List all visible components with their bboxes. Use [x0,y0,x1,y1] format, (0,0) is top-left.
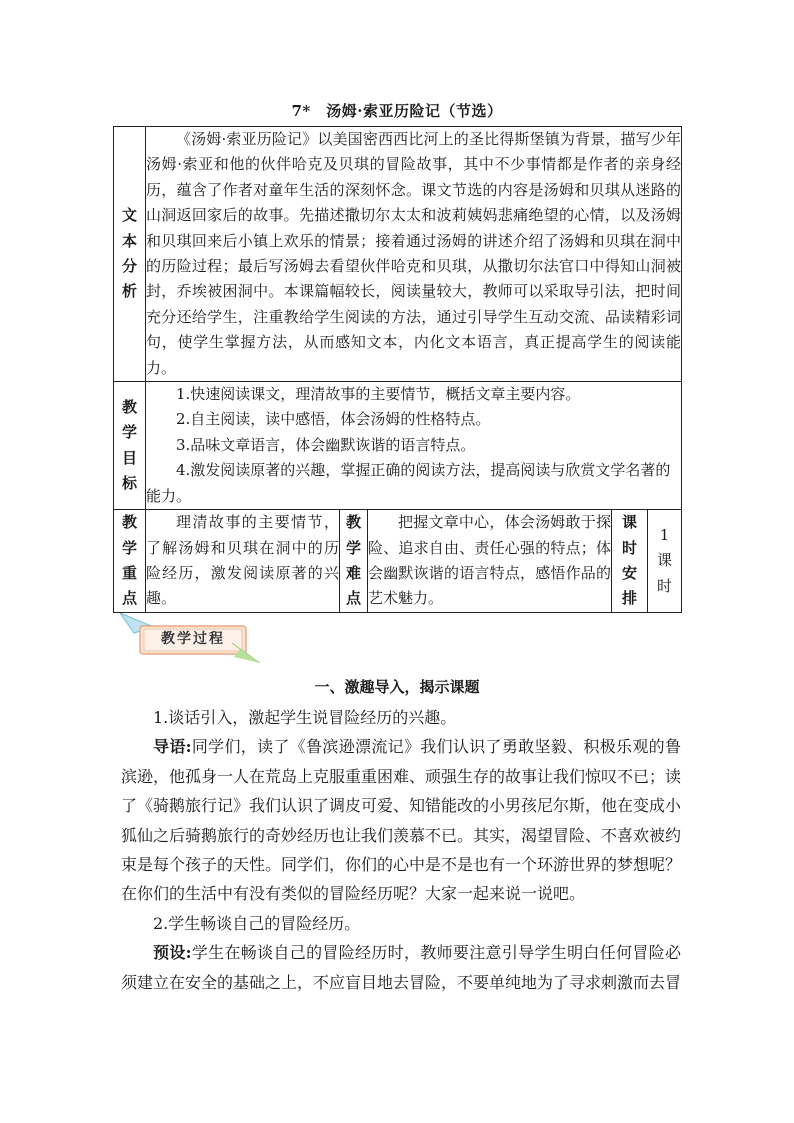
preset-text: 学生在畅谈自己的冒险经历时，教师要注意引导学生明白任何冒险必须建立在安全的基础之上，不应盲目地去冒险，不要单纯地为了寻求刺激而去冒 [121,943,682,992]
goal-item: 2.自主阅读，读中感悟，体会汤姆的性格特点。 [176,410,491,429]
key-difficulty-row [114,510,682,613]
key-label: 教 学 重 点 [114,510,146,613]
difficulty-label: 教 学 难 点 [340,510,368,613]
analysis-text: 《汤姆·索亚历险记》以美国密西西比河上的圣比得斯堡镇为背景，描写少年汤姆·索亚和他的伙伴哈克及贝琪的冒险故事，其中不少事情都是作者的亲身经历，蕴含了作者对童年生活的深刻怀念。课文节选的内容是汤姆和贝琪从迷路的山洞返回家后的故事。先描述撒切尔太太和波莉姨妈悲痛绝望的心情，以及汤姆和贝琪回来后小镇上欢乐的情景；接着通过汤姆的讲述介绍了汤姆和贝琪在洞中的历险过程；最后写汤姆去看望伙伴哈克和贝琪，从撒切尔法官口中得知山洞被封，乔埃被困洞中。本课篇幅较长，阅读量较大，教师可以采取导引法，把时间充分还给学生，注重教给学生阅读的方法，通过引导学生互动交流、品读精彩词句，使学生掌握方法，从而感知文本，内化文本语言，真正提高学生的阅读能力。 [146,130,682,377]
lesson-plan-table [113,126,682,613]
goal-item: 1.快速阅读课文，理清故事的主要情节，概括文章主要内容。 [176,385,581,404]
section-body [121,703,681,997]
preset-label: 预设: [153,943,192,963]
intro-label: 导语: [153,737,192,757]
lesson-title: 7* 汤姆·索亚历险记（节选） [291,102,503,120]
intro-text: 同学们，读了《鲁滨逊漂流记》我们认识了勇敢坚毅、积极乐观的鲁滨逊，他孤身一人在荒岛上克服重重困难、顽强生存的故事让我们惊叹不已；读了《骑鹅旅行记》我们认识了调皮可爱、知错能改的小男孩尼尔斯，他在变成小狐仙之后骑鹅旅行的奇妙经历也让我们羡慕不已。其实，渴望冒险、不喜欢被约束是每个孩子的天性。同学们，你们的心中是不是也有一个环游世界的梦想呢？在你们的生活中有没有类似的冒险经历呢？大家一起来说一说吧。 [121,737,682,904]
schedule-value: 1 课 时 [648,510,682,613]
schedule-label: 课 时 安 排 [612,510,648,613]
key-text: 理清故事的主要情节，了解汤姆和贝琪在洞中的历险经历，激发阅读原著的兴趣。 [146,513,339,608]
goal-item: 4.激发阅读原著的兴趣，掌握正确的阅读方法，提高阅读与欣赏文学名著的能力。 [146,461,671,505]
goal-item: 3.品味文章语言，体会幽默诙谐的语言特点。 [176,435,476,454]
intro-paragraph [121,732,681,908]
preset-paragraph [121,938,681,997]
section-heading: 一、激趣导入，揭示课题 [314,678,480,696]
analysis-label: 文 本 分 析 [114,127,146,382]
step-1: 1.谈话引入，激起学生说冒险经历的兴趣。 [153,708,457,727]
goals-row [114,382,682,510]
goals-label: 教 学 目 标 [114,382,146,510]
analysis-row [114,127,682,382]
difficulty-text: 把握文章中心，体会汤姆敢于探险、追求自由、责任心强的特点；体会幽默诙谐的语言特点，感悟作品的艺术魅力。 [368,513,611,608]
step-2: 2.学生畅谈自己的冒险经历。 [153,913,361,933]
teaching-process-badge: 教学过程 [161,631,225,647]
